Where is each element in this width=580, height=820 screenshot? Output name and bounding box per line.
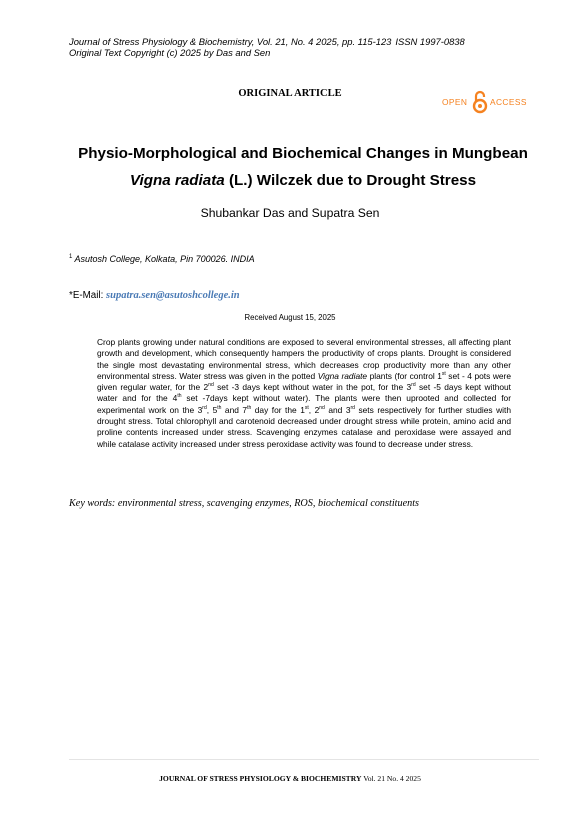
open-access-right-text: ACCESS <box>490 97 527 107</box>
open-lock-icon <box>472 90 488 114</box>
abstract-text: set -5 days kept without water and for the 4 <box>97 382 512 404</box>
abstract-text: and 3 <box>324 404 351 415</box>
ordinal-suffix: nd <box>319 404 325 411</box>
article-title <box>60 140 546 194</box>
article-type: ORIGINAL ARTICLE <box>238 88 342 99</box>
journal-issn: ISSN 1997-0838 <box>395 36 465 47</box>
title-line-1: Physio-Morphological and Biochemical Changes in Mungbean <box>78 145 528 162</box>
abstract-text: , 2 <box>308 404 320 415</box>
abstract-text: sets respectively for further studies with drought stress. Total chlorophyll and carotenoid decreased under drought stress while protein, amino acid and proline contents increased under stress. Scavenging enzymes catalase and peroxidase were assayed and while catalase activity increased under stress peroxidase activity was found to decrease under stress. <box>97 404 511 449</box>
ordinal-suffix: rd <box>411 382 416 389</box>
title-species: Vigna radiata <box>129 172 225 189</box>
abstract-text: plants (for control 1 <box>367 370 442 381</box>
affiliation-text: Asutosh College, Kolkata, Pin 700026. INDIA <box>72 254 255 264</box>
ordinal-suffix: st <box>441 371 446 378</box>
affiliation <box>69 254 255 264</box>
copyright-line: Original Text Copyright (c) 2025 by Das and Sen <box>69 47 271 58</box>
abstract-text: and 7 <box>221 404 248 415</box>
ordinal-suffix: nd <box>208 382 214 389</box>
ordinal-suffix: rd <box>350 404 355 411</box>
abstract-species: Vigna radiate <box>317 370 368 381</box>
ordinal-suffix: st <box>304 404 309 411</box>
affiliation-marker: 1 <box>69 254 73 260</box>
authors: Shubankar Das and Supatra Sen <box>200 206 380 220</box>
open-access-logo <box>442 90 532 114</box>
title-line-2-rest: (L.) Wilczek due to Drought Stress <box>224 172 477 189</box>
keywords: Key words: environmental stress, scavenging enzymes, ROS, biochemical constituents <box>69 498 419 509</box>
journal-header <box>69 36 465 58</box>
email-line <box>69 290 240 301</box>
page-footer <box>0 774 580 783</box>
journal-citation-line <box>69 36 465 47</box>
open-access-left-text: OPEN <box>442 97 468 107</box>
abstract-text: , 5 <box>206 404 218 415</box>
footer-divider <box>69 759 539 760</box>
footer-issue: Vol. 21 No. 4 2025 <box>361 774 421 783</box>
email-label: *E-Mail: <box>69 290 107 301</box>
abstract-text: set -3 days kept without water in the pot, for the 3 <box>213 382 412 393</box>
abstract-text: set -7days kept without water). The plants were then uprooted and collected for experimental work on the 3 <box>97 393 511 415</box>
abstract-text: Crop plants growing under natural conditions are exposed to several environmental stresses, all affecting plant growth and development, which consequently hampers the productivity of crops plants. Drought is considered the single most devastating environmental stress, which decreases crop productivity more than any other environmental stress. Water stress was given in the potted <box>97 337 511 381</box>
ordinal-suffix: th <box>247 404 252 411</box>
abstract <box>97 337 511 450</box>
title-line-2 <box>60 167 546 194</box>
abstract-text: set - 4 pots were given regular water, for the 2 <box>97 370 511 393</box>
ordinal-suffix: rd <box>202 404 207 411</box>
abstract-text: day for the 1 <box>251 404 305 415</box>
journal-citation: Journal of Stress Physiology & Biochemistry, Vol. 21, No. 4 2025, pp. 115-123 <box>69 36 392 47</box>
received-date: Received August 15, 2025 <box>244 313 336 322</box>
email-link[interactable]: supatra.sen@asutoshcollege.in <box>106 290 240 301</box>
ordinal-suffix: th <box>217 404 222 411</box>
footer-journal-name: JOURNAL OF STRESS PHYSIOLOGY & BIOCHEMISTRY <box>159 774 362 783</box>
ordinal-suffix: th <box>177 393 182 400</box>
